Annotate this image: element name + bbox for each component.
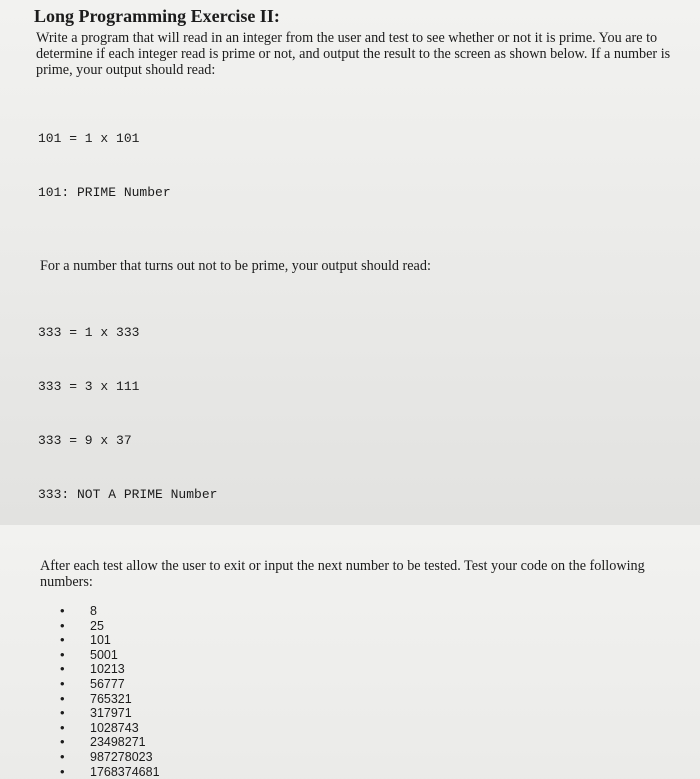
test-instructions: After each test allow the user to exit or input the next number to be tested. Test your code on the following numbers: xyxy=(40,558,645,590)
test-number: 5001 xyxy=(90,647,118,662)
test-number: 765321 xyxy=(90,691,132,706)
list-item xyxy=(60,765,672,779)
test-number: 8 xyxy=(90,604,97,618)
nonprime-intro: For a number that turns out not to be prime, your output should read: xyxy=(40,258,431,274)
code-line: 333 = 1 x 333 xyxy=(38,325,140,340)
bullet-icon: • xyxy=(60,646,65,662)
list-item xyxy=(60,706,672,721)
code-line: 101: PRIME Number xyxy=(38,185,171,200)
list-item xyxy=(60,750,672,765)
list-item xyxy=(60,633,672,648)
bullet-icon: • xyxy=(60,719,65,735)
code-line: 333 = 3 x 111 xyxy=(38,379,140,394)
bullet-icon: • xyxy=(60,705,65,721)
list-item xyxy=(60,692,672,707)
list-item xyxy=(60,677,672,692)
test-number: 56777 xyxy=(90,676,125,691)
test-number: 317971 xyxy=(90,706,132,721)
list-item xyxy=(60,648,672,663)
bullet-icon: • xyxy=(60,661,65,677)
test-number: 10213 xyxy=(90,662,125,677)
test-number: 1768374681 xyxy=(90,764,160,779)
bullet-icon: • xyxy=(60,617,65,633)
bullet-icon: • xyxy=(60,690,65,706)
code-line: 101 = 1 x 101 xyxy=(38,131,140,146)
exercise-title: Long Programming Exercise II: xyxy=(34,6,280,26)
list-item xyxy=(60,619,672,634)
list-item xyxy=(60,604,672,619)
test-number: 25 xyxy=(90,618,104,633)
bullet-icon: • xyxy=(60,763,65,779)
test-number-list xyxy=(60,604,672,779)
nonprime-output-example xyxy=(38,288,672,540)
intro-paragraph: Write a program that will read in an integer from the user and test to see whether or not it is prime. You are to determine if each integer read is prime or not, and output the result to the screen as shown below. If a number is prime, your output should read: xyxy=(36,30,671,78)
test-number: 23498271 xyxy=(90,735,146,750)
bullet-icon: • xyxy=(60,675,65,691)
code-line: 333: NOT A PRIME Number xyxy=(38,487,218,502)
bullet-icon: • xyxy=(60,734,65,750)
test-number: 987278023 xyxy=(90,749,153,764)
list-item xyxy=(60,735,672,750)
bullet-icon: • xyxy=(60,632,65,648)
list-item xyxy=(60,721,672,736)
bullet-icon: • xyxy=(60,603,65,618)
test-number: 1028743 xyxy=(90,720,139,735)
prime-output-example xyxy=(38,94,672,238)
test-number: 101 xyxy=(90,633,111,648)
code-line: 333 = 9 x 37 xyxy=(38,433,132,448)
bullet-icon: • xyxy=(60,748,65,764)
list-item xyxy=(60,662,672,677)
